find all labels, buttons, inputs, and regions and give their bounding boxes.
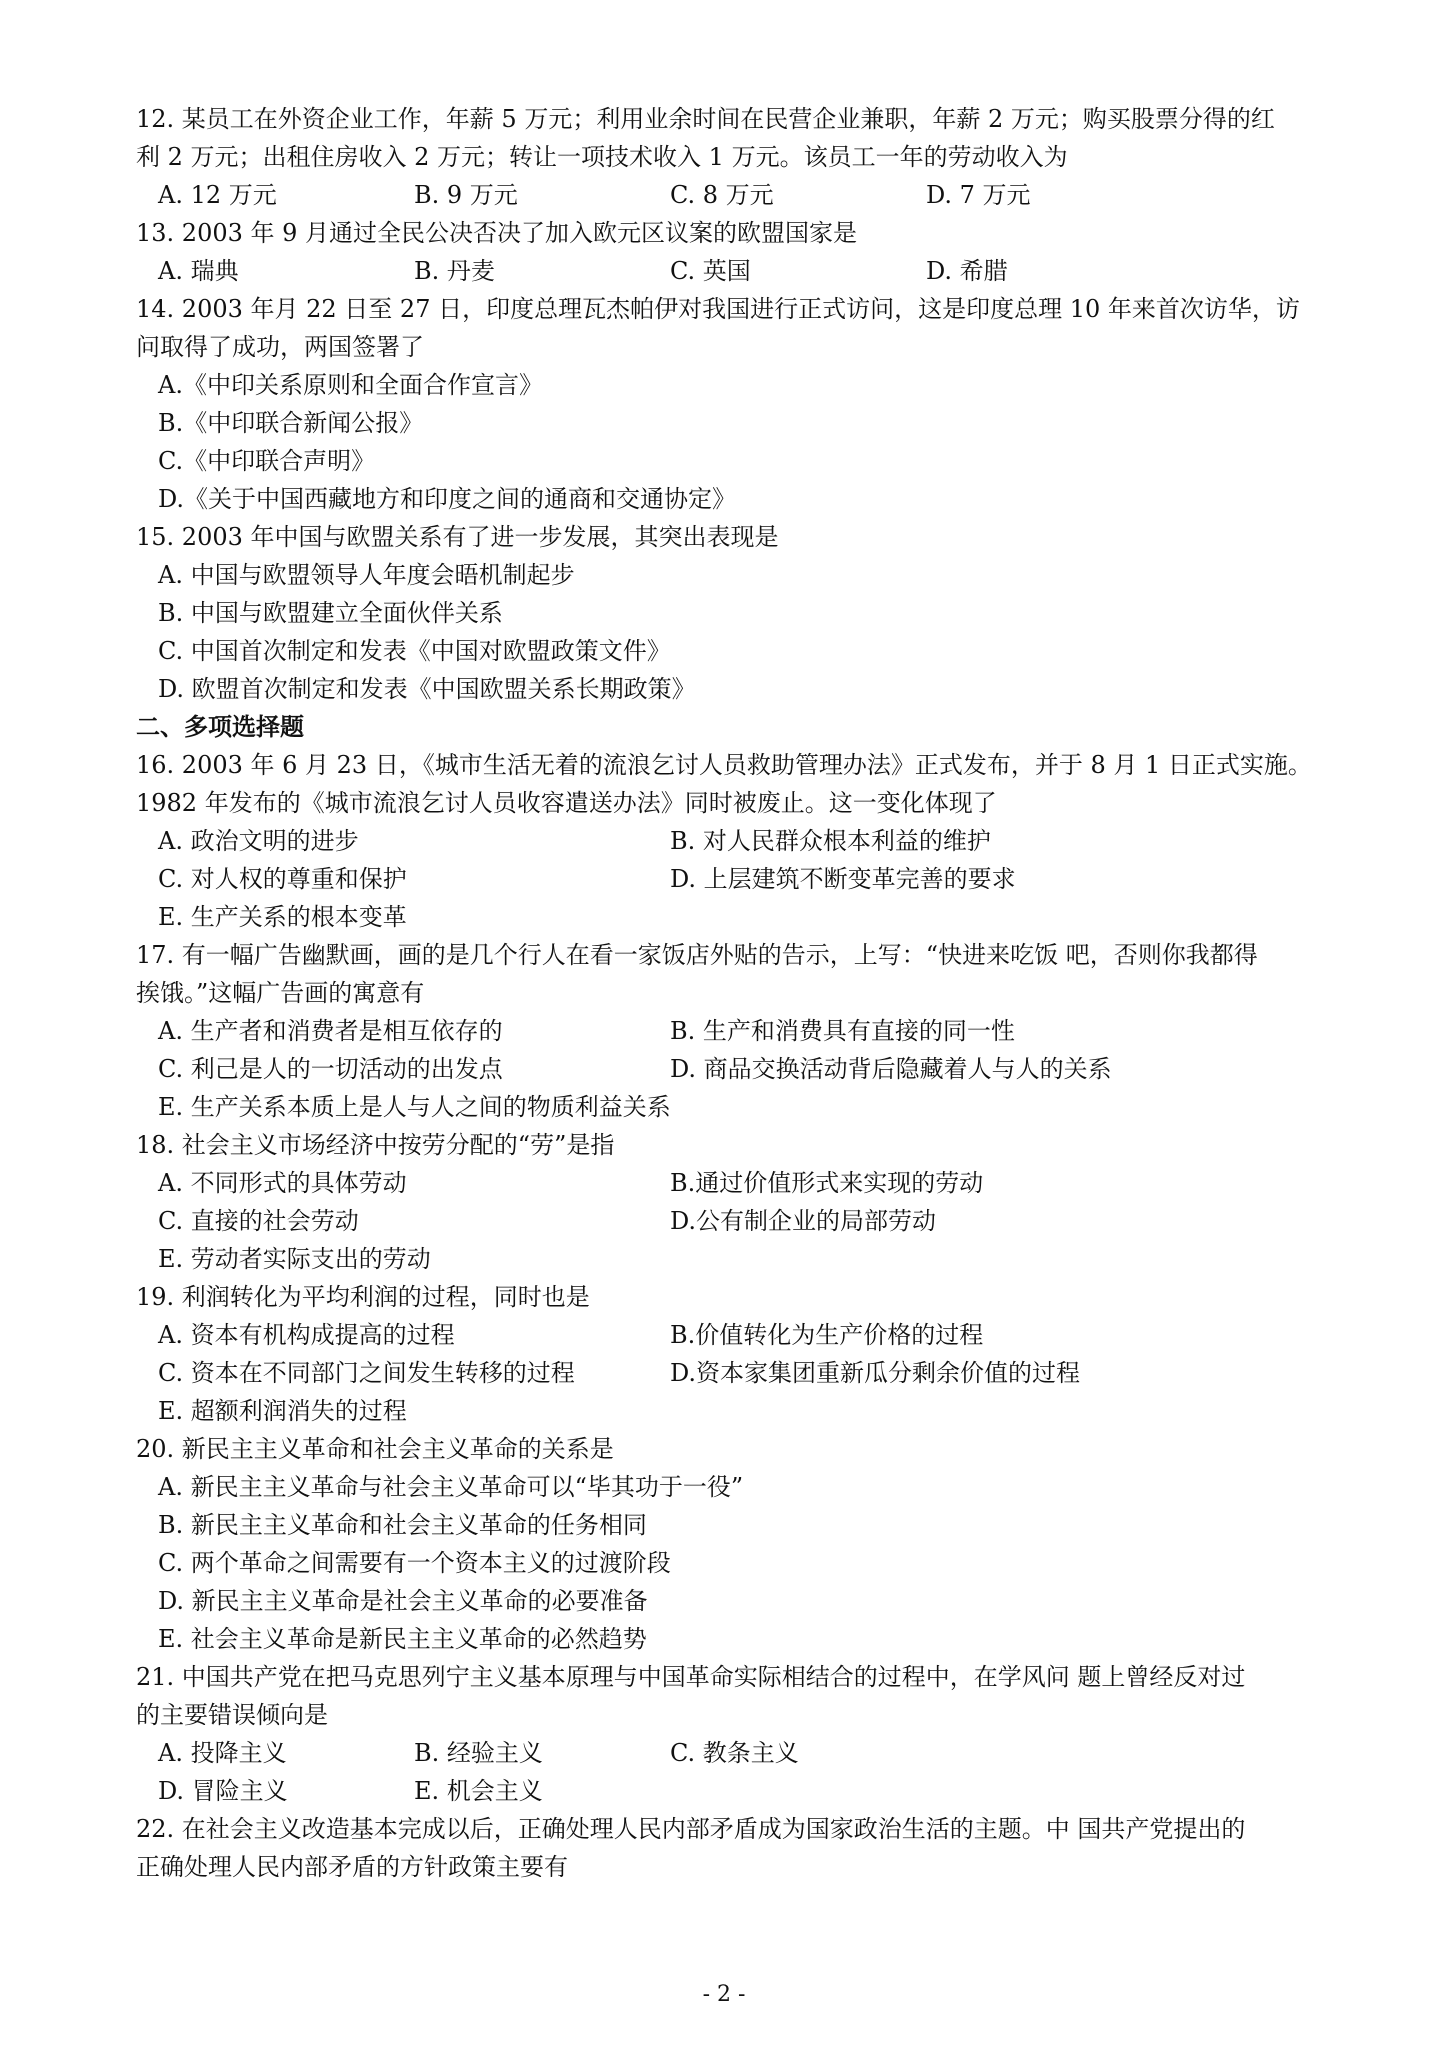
- question-13-option-d: D. 希腊: [926, 257, 1008, 285]
- question-19-option-c: C. 资本在不同部门之间发生转移的过程: [158, 1359, 575, 1387]
- question-17-stem: 17. 有一幅广告幽默画，画的是几个行人在看一家饭店外贴的告示，上写：“快进来吃饭 吧，否则你我都得: [136, 941, 1258, 969]
- question-15-stem: 15. 2003 年中国与欧盟关系有了进一步发展，其突出表现是: [136, 523, 779, 551]
- question-15-option-c: C. 中国首次制定和发表《中国对欧盟政策文件》: [158, 637, 671, 665]
- question-17-option-b: B. 生产和消费具有直接的同一性: [670, 1017, 1015, 1045]
- question-20-option-c: C. 两个革命之间需要有一个资本主义的过渡阶段: [158, 1549, 671, 1577]
- question-17-option-c: C. 利己是人的一切活动的出发点: [158, 1055, 503, 1083]
- question-19-option-b: B.价值转化为生产价格的过程: [670, 1321, 984, 1349]
- question-18-stem: 18. 社会主义市场经济中按劳分配的“劳”是指: [136, 1131, 615, 1159]
- question-12-option-d: D. 7 万元: [926, 181, 1031, 209]
- question-21-stem-cont: 的主要错误倾向是: [136, 1701, 328, 1729]
- question-14-option-a: A.《中印关系原则和全面合作宣言》: [158, 371, 543, 399]
- question-18-option-e: E. 劳动者实际支出的劳动: [158, 1245, 431, 1273]
- question-18-option-d: D.公有制企业的局部劳动: [670, 1207, 937, 1235]
- question-18-option-c: C. 直接的社会劳动: [158, 1207, 359, 1235]
- question-17-option-e: E. 生产关系本质上是人与人之间的物质利益关系: [158, 1093, 671, 1121]
- section-heading: 二、多项选择题: [136, 713, 304, 741]
- question-16-option-d: D. 上层建筑不断变革完善的要求: [670, 865, 1016, 893]
- question-14-option-c: C.《中印联合声明》: [158, 447, 376, 475]
- question-12-option-a: A. 12 万元: [158, 181, 277, 209]
- question-16-option-c: C. 对人权的尊重和保护: [158, 865, 407, 893]
- question-12-stem-cont: 利 2 万元；出租住房收入 2 万元；转让一项技术收入 1 万元。该员工一年的劳动收入为: [136, 143, 1068, 171]
- question-21-option-e: E. 机会主义: [414, 1777, 543, 1805]
- question-15-option-d: D. 欧盟首次制定和发表《中国欧盟关系长期政策》: [158, 675, 696, 703]
- question-15-option-a: A. 中国与欧盟领导人年度会晤机制起步: [158, 561, 575, 589]
- question-12-stem: 12. 某员工在外资企业工作，年薪 5 万元；利用业余时间在民营企业兼职，年薪 2 万元；购买股票分得的红: [136, 105, 1275, 133]
- question-17-option-d: D. 商品交换活动背后隐藏着人与人的关系: [670, 1055, 1112, 1083]
- question-21-option-c: C. 教条主义: [670, 1739, 799, 1767]
- question-20-option-e: E. 社会主义革命是新民主主义革命的必然趋势: [158, 1625, 647, 1653]
- question-16-option-a: A. 政治文明的进步: [158, 827, 359, 855]
- question-12-option-c: C. 8 万元: [670, 181, 774, 209]
- question-16-option-b: B. 对人民群众根本利益的维护: [670, 827, 991, 855]
- question-14-option-d: D.《关于中国西藏地方和印度之间的通商和交通协定》: [158, 485, 737, 513]
- question-13-option-c: C. 英国: [670, 257, 751, 285]
- question-14-stem-cont: 问取得了成功，两国签署了: [136, 333, 424, 361]
- question-13-option-b: B. 丹麦: [414, 257, 495, 285]
- question-12-option-b: B. 9 万元: [414, 181, 518, 209]
- question-19-option-d: D.资本家集团重新瓜分剩余价值的过程: [670, 1359, 1081, 1387]
- question-21-stem: 21. 中国共产党在把马克思列宁主义基本原理与中国革命实际相结合的过程中，在学风问 题上曾经反对过: [136, 1663, 1246, 1691]
- question-18-option-b: B.通过价值形式来实现的劳动: [670, 1169, 984, 1197]
- question-17-option-a: A. 生产者和消费者是相互依存的: [158, 1017, 503, 1045]
- question-14-stem: 14. 2003 年月 22 日至 27 日，印度总理瓦杰帕伊对我国进行正式访问，这是印度总理 10 年来首次访华，访: [136, 295, 1300, 323]
- question-15-option-b: B. 中国与欧盟建立全面伙伴关系: [158, 599, 503, 627]
- question-18-option-a: A. 不同形式的具体劳动: [158, 1169, 407, 1197]
- question-20-option-d: D. 新民主主义革命是社会主义革命的必要准备: [158, 1587, 648, 1615]
- question-21-option-d: D. 冒险主义: [158, 1777, 288, 1805]
- question-17-stem-cont: 挨饿。”这幅广告画的寓意有: [136, 979, 425, 1007]
- question-19-option-e: E. 超额利润消失的过程: [158, 1397, 407, 1425]
- question-16-stem: 16. 2003 年 6 月 23 日，《城市生活无着的流浪乞讨人员救助管理办法》正式发布，并于 8 月 1 日正式实施。: [136, 751, 1312, 779]
- question-16-stem-cont: 1982 年发布的《城市流浪乞讨人员收容遣送办法》同时被废止。这一变化体现了: [136, 789, 997, 817]
- question-22-stem-cont: 正确处理人民内部矛盾的方针政策主要有: [136, 1853, 568, 1881]
- question-22-stem: 22. 在社会主义改造基本完成以后，正确处理人民内部矛盾成为国家政治生活的主题。中 国共产党提出的: [136, 1815, 1246, 1843]
- question-19-stem: 19. 利润转化为平均利润的过程，同时也是: [136, 1283, 590, 1311]
- question-21-option-a: A. 投降主义: [158, 1739, 287, 1767]
- question-20-option-a: A. 新民主主义革命与社会主义革命可以“毕其功于一役”: [158, 1473, 744, 1501]
- question-21-option-b: B. 经验主义: [414, 1739, 543, 1767]
- question-20-stem: 20. 新民主主义革命和社会主义革命的关系是: [136, 1435, 614, 1463]
- question-19-option-a: A. 资本有机构成提高的过程: [158, 1321, 455, 1349]
- question-13-stem: 13. 2003 年 9 月通过全民公决否决了加入欧元区议案的欧盟国家是: [136, 219, 858, 247]
- question-13-option-a: A. 瑞典: [158, 257, 239, 285]
- page-number: - 2 -: [702, 1982, 746, 2007]
- question-16-option-e: E. 生产关系的根本变革: [158, 903, 407, 931]
- question-14-option-b: B.《中印联合新闻公报》: [158, 409, 424, 437]
- question-20-option-b: B. 新民主主义革命和社会主义革命的任务相同: [158, 1511, 647, 1539]
